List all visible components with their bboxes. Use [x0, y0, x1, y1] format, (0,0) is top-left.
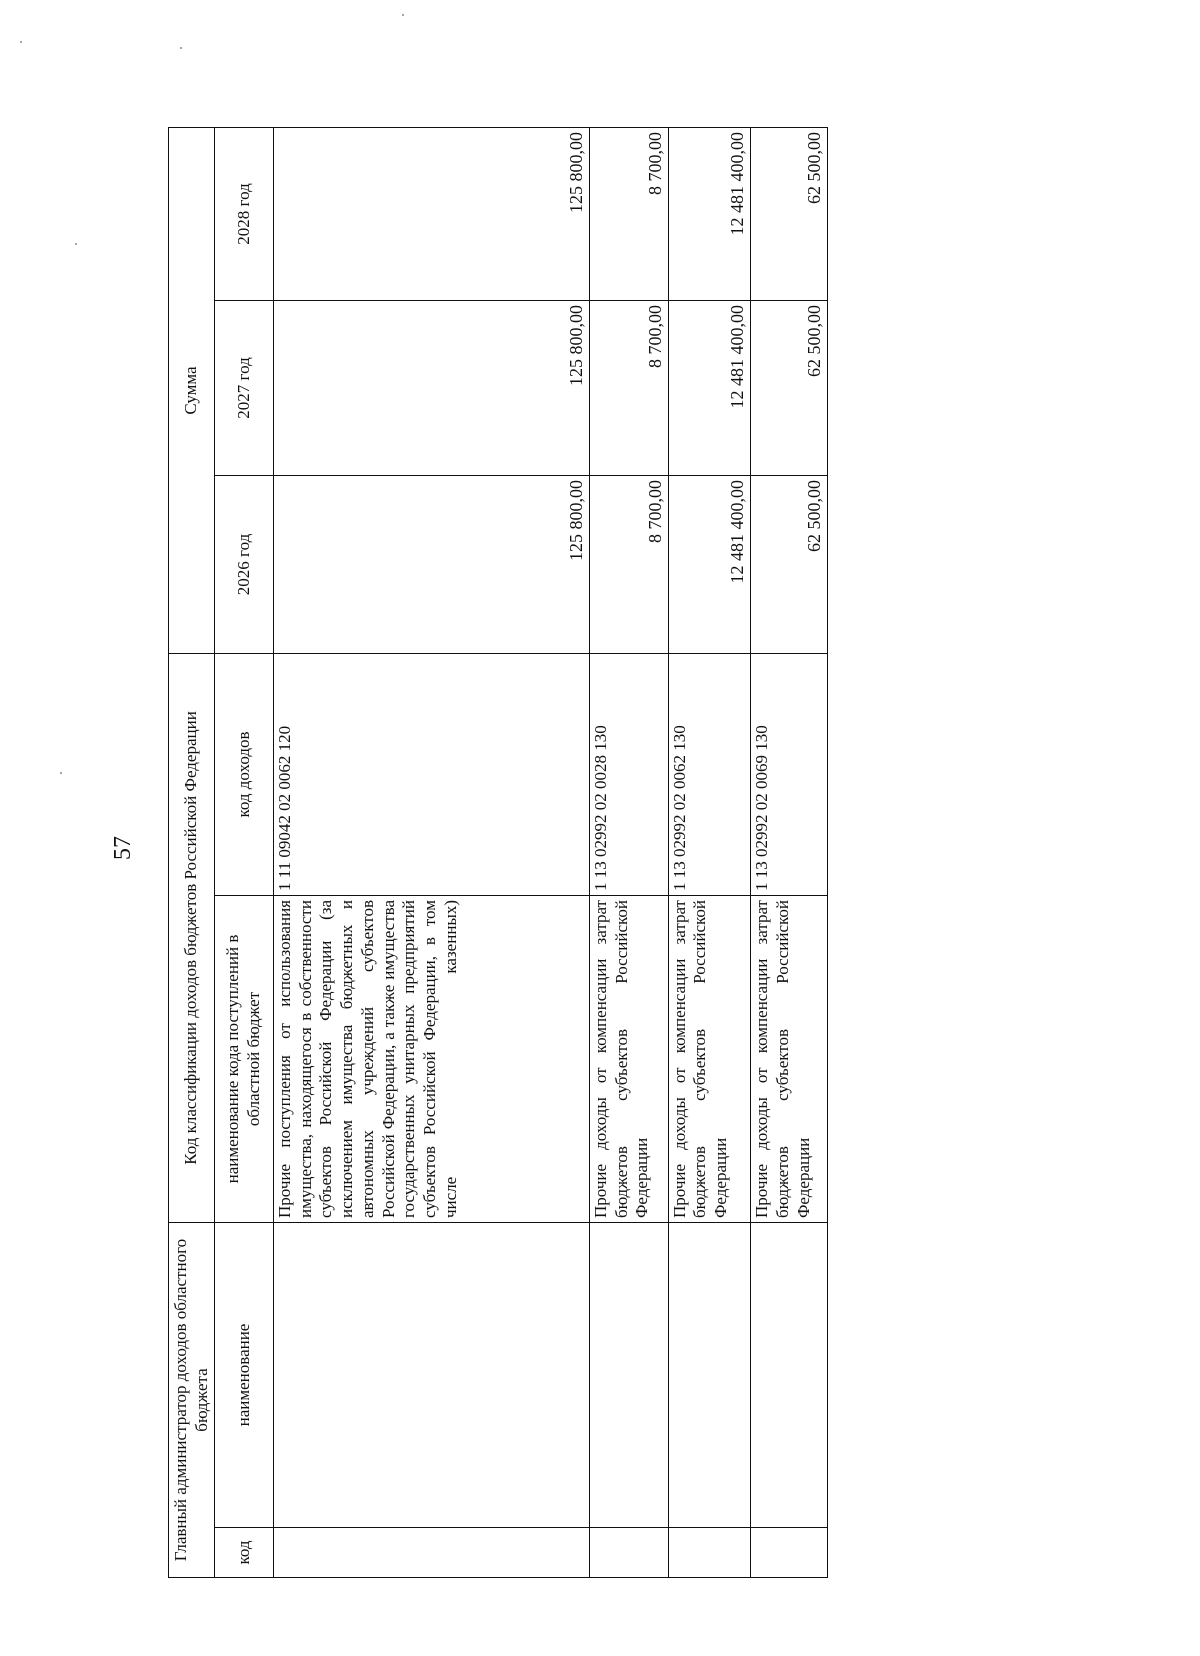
admin-name-cell — [589, 1223, 668, 1528]
scan-speck — [20, 41, 22, 43]
header-row-top — [169, 127, 215, 1577]
amount-2026-cell: 125 800,00 — [273, 475, 589, 653]
amount-2028-cell: 8 700,00 — [589, 127, 668, 300]
admin-name-cell — [668, 1223, 751, 1528]
table-row — [751, 127, 828, 1577]
amount-2027-cell: 125 800,00 — [273, 300, 589, 475]
scan-speck — [402, 14, 404, 16]
income-name-cell: Прочие поступления от использования имущества, находящегося в собственности субъектов Российской Федерации (за исключением имущества бюджетных и автономных учреждений субъектов Российской Федерации, а также имущества государственных унитарных предприятий субъектов Российской Федерации, в том числе казенных) — [273, 896, 589, 1223]
col-code-header: код — [215, 1528, 274, 1578]
table-row — [589, 127, 668, 1577]
revenue-table-rotated — [168, 128, 828, 1578]
scan-speck — [180, 47, 182, 49]
income-name-cell: Прочие доходы от компенсации затрат бюджетов субъектов Российской Федерации — [668, 896, 751, 1223]
col-2027-header: 2027 год — [215, 300, 274, 475]
header-row-bottom — [215, 127, 274, 1577]
admin-code-cell — [273, 1528, 589, 1578]
col-2026-header: 2026 год — [215, 475, 274, 653]
amount-2028-cell: 12 481 400,00 — [668, 127, 751, 300]
amount-2026-cell: 12 481 400,00 — [668, 475, 751, 653]
amount-2027-cell: 12 481 400,00 — [668, 300, 751, 475]
amount-2027-cell: 62 500,00 — [751, 300, 828, 475]
amount-2026-cell: 62 500,00 — [751, 475, 828, 653]
amount-2028-cell: 125 800,00 — [273, 127, 589, 300]
sum-group-header: Сумма — [169, 127, 215, 653]
income-code-cell: 1 13 02992 02 0069 130 — [751, 653, 828, 895]
income-code-cell: 1 13 02992 02 0062 130 — [668, 653, 751, 895]
admin-code-cell — [668, 1528, 751, 1578]
page-number: 57 — [109, 836, 136, 860]
income-name-cell: Прочие доходы от компенсации затрат бюджетов субъектов Российской Федерации — [589, 896, 668, 1223]
admin-code-cell — [751, 1528, 828, 1578]
amount-2026-cell: 8 700,00 — [589, 475, 668, 653]
income-code-cell: 1 11 09042 02 0062 120 — [273, 653, 589, 895]
income-name-cell: Прочие доходы от компенсации затрат бюджетов субъектов Российской Федерации — [751, 896, 828, 1223]
scan-speck — [75, 243, 77, 245]
income-code-cell: 1 13 02992 02 0028 130 — [589, 653, 668, 895]
admin-group-header: Главный администратор доходов областного бюджета — [169, 1223, 215, 1578]
col-name-header: наименование — [215, 1223, 274, 1528]
admin-code-cell — [589, 1528, 668, 1578]
col-income-code-header: код доходов — [215, 653, 274, 895]
amount-2027-cell: 8 700,00 — [589, 300, 668, 475]
revenue-table — [168, 127, 828, 1578]
scan-speck — [60, 772, 62, 774]
admin-name-cell — [273, 1223, 589, 1528]
col-income-name-header: наименование кода поступлений в областной бюджет — [215, 896, 274, 1223]
amount-2028-cell: 62 500,00 — [751, 127, 828, 300]
admin-name-cell — [751, 1223, 828, 1528]
classification-group-header: Код классификации доходов бюджетов Российской Федерации — [169, 653, 215, 1222]
table-row — [668, 127, 751, 1577]
col-2028-header: 2028 год — [215, 127, 274, 300]
table-row — [273, 127, 589, 1577]
